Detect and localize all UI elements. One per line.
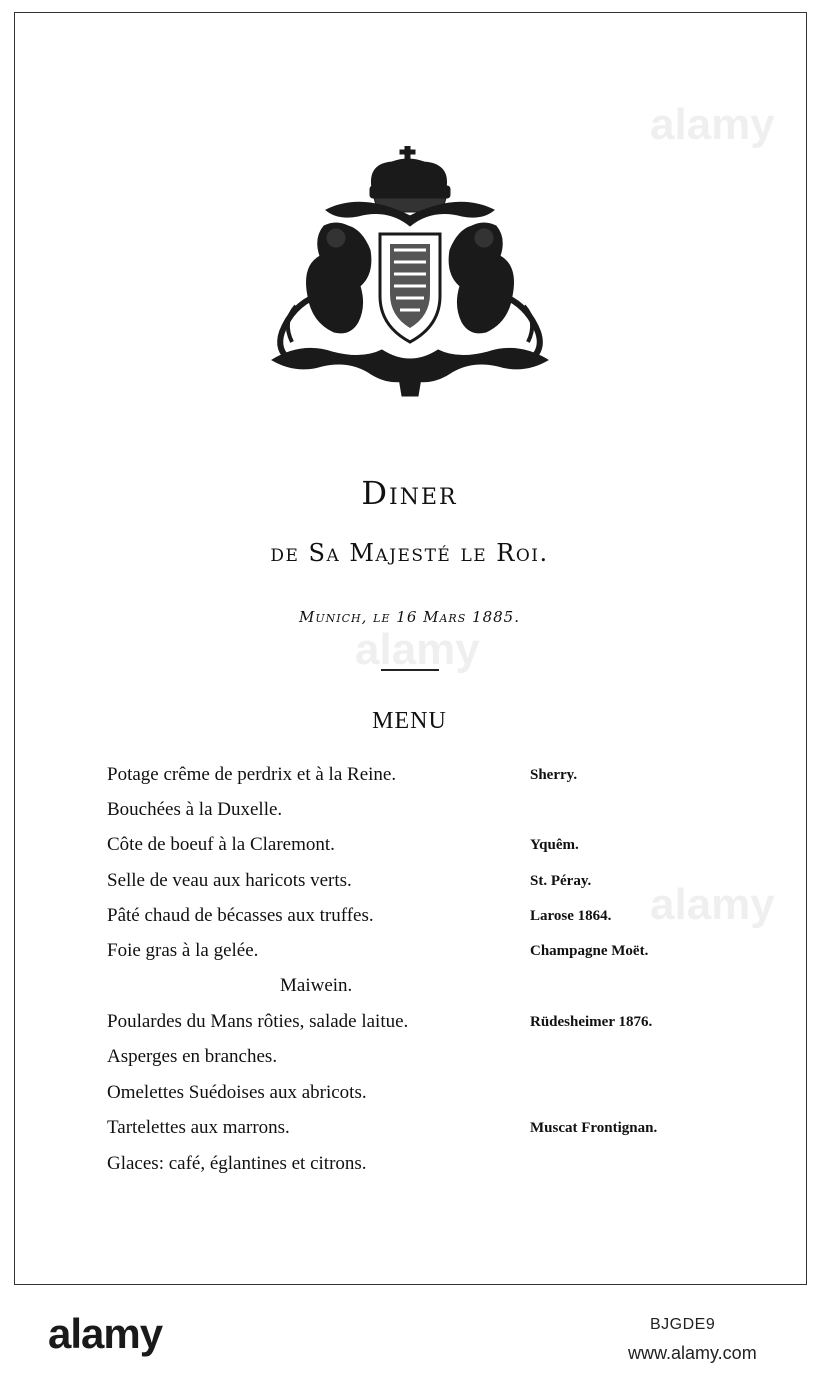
menu-row (0, 799, 819, 833)
menu-wine: Sherry. (530, 767, 578, 783)
menu-dish: Selle de veau aux haricots verts. (107, 870, 352, 891)
menu-wine: Champagne Moët. (530, 943, 649, 959)
menu-wine: Larose 1864. (530, 908, 612, 924)
dateline: Munich, le 16 Mars 1885. (299, 608, 520, 626)
menu-row (0, 870, 819, 904)
page-title: Diner (361, 474, 458, 512)
menu-heading: MENU (372, 708, 447, 734)
image-id: BJGDE9 (650, 1316, 716, 1333)
divider (381, 669, 439, 671)
menu-wine: Muscat Frontignan. (530, 1120, 658, 1136)
page-subtitle: de Sa Majesté le Roi. (270, 539, 549, 567)
menu-dish: Maiwein. (280, 975, 353, 996)
menu-dish: Pâté chaud de bécasses aux truffes. (107, 905, 374, 926)
menu-row (0, 834, 819, 868)
menu-row (0, 940, 819, 974)
watermark: alamy (650, 100, 775, 149)
menu-row (0, 1117, 819, 1151)
menu-row (0, 1011, 819, 1045)
menu-dish: Bouchées à la Duxelle. (107, 799, 283, 820)
menu-wine: Yquêm. (530, 837, 579, 853)
watermark: alamy (650, 880, 775, 929)
menu-dish: Côte de boeuf à la Claremont. (107, 834, 335, 855)
menu-dish: Omelettes Suédoises aux abricots. (107, 1082, 367, 1103)
menu-row (0, 1046, 819, 1080)
menu-row (0, 1153, 819, 1187)
menu-wine: St. Péray. (530, 873, 592, 889)
menu-row (0, 1082, 819, 1116)
menu-dish: Poulardes du Mans rôties, salade laitue. (107, 1011, 409, 1032)
alamy-logo: alamy (48, 1310, 163, 1357)
menu-wine: Rüdesheimer 1876. (530, 1014, 653, 1030)
menu-dish: Tartelettes aux marrons. (107, 1117, 290, 1138)
menu-row (0, 905, 819, 939)
footer-url: www.alamy.com (628, 1343, 757, 1363)
royal-coat-of-arms-icon (262, 146, 558, 398)
menu-dish: Asperges en branches. (107, 1046, 278, 1067)
menu-dish: Foie gras à la gelée. (107, 940, 259, 961)
menu-dish: Glaces: café, églantines et citrons. (107, 1153, 367, 1174)
watermark: alamy (355, 625, 480, 674)
menu-row (0, 764, 819, 798)
menu-row (0, 975, 819, 1009)
menu-dish: Potage crême de perdrix et à la Reine. (107, 764, 397, 785)
